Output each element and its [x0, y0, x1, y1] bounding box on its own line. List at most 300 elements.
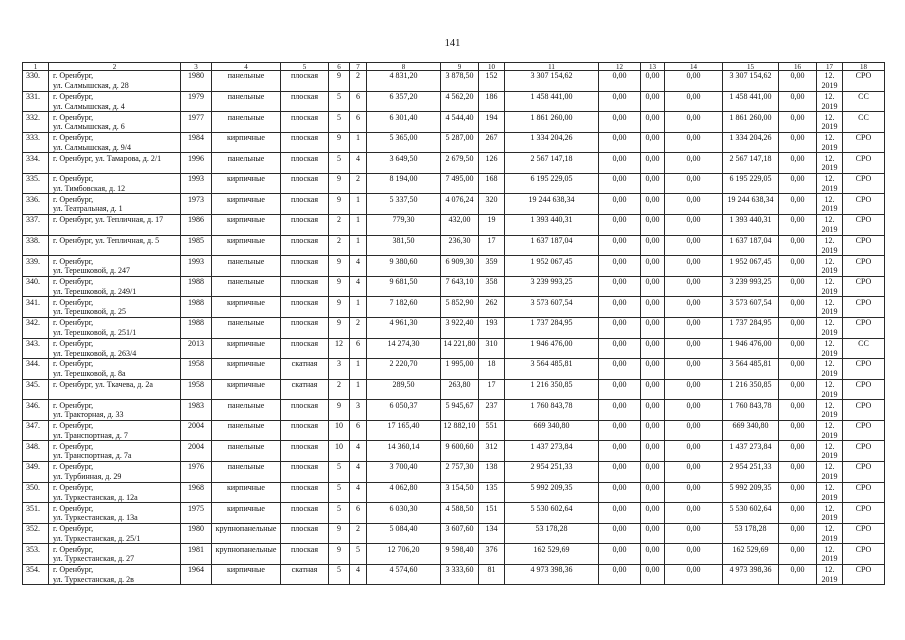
table-cell: 0,00 — [599, 359, 641, 380]
table-cell: 381,50 — [367, 235, 441, 256]
table-cell: 9 — [329, 194, 350, 215]
table-cell: 0,00 — [641, 112, 665, 133]
table-cell: плоская — [281, 420, 329, 441]
column-header: 9 — [441, 63, 479, 71]
table-cell: 9 681,50 — [367, 276, 441, 297]
table-cell: 0,00 — [779, 400, 817, 421]
table-cell: 9 — [329, 256, 350, 277]
table-cell: 0,00 — [665, 441, 723, 462]
column-header: 12 — [599, 63, 641, 71]
table-cell: г. Оренбург, ул. Тепличная, д. 17 — [49, 215, 181, 236]
table-cell: 3 307 154,62 — [505, 71, 599, 92]
table-cell: 0,00 — [599, 112, 641, 133]
table-cell: 1 995,00 — [441, 359, 479, 380]
table-cell: 2004 — [181, 441, 212, 462]
table-cell: 0,00 — [641, 91, 665, 112]
table-cell: панельные — [212, 461, 281, 482]
table-cell: 193 — [479, 317, 505, 338]
table-cell: 349. — [23, 461, 49, 482]
table-cell: 0,00 — [599, 194, 641, 215]
table-cell: 0,00 — [641, 441, 665, 462]
table-cell: 5 852,90 — [441, 297, 479, 318]
table-cell: 0,00 — [599, 153, 641, 174]
table-cell: 376 — [479, 544, 505, 565]
table-cell: 0,00 — [599, 400, 641, 421]
table-cell: СРО — [843, 276, 885, 297]
table-cell: плоская — [281, 441, 329, 462]
table-cell: 330. — [23, 71, 49, 92]
table-cell: 0,00 — [641, 359, 665, 380]
table-row — [23, 379, 885, 400]
table-cell: СРО — [843, 71, 885, 92]
table-cell: г. Оренбург, ул. Тимбовская, д. 12 — [49, 173, 181, 194]
table-cell: 12. 2019 — [817, 482, 843, 503]
table-cell: 14 221,80 — [441, 338, 479, 359]
table-cell: 262 — [479, 297, 505, 318]
table-cell: плоская — [281, 112, 329, 133]
table-head — [23, 63, 885, 71]
table-cell: 1975 — [181, 503, 212, 524]
table-row — [23, 420, 885, 441]
table-cell: 1 — [350, 215, 367, 236]
table-row — [23, 132, 885, 153]
table-cell: 12. 2019 — [817, 461, 843, 482]
table-cell: СРО — [843, 523, 885, 544]
table-cell: 0,00 — [599, 173, 641, 194]
table-cell: плоская — [281, 544, 329, 565]
table-cell: 0,00 — [641, 256, 665, 277]
table-cell: 0,00 — [665, 132, 723, 153]
table-cell: 236,30 — [441, 235, 479, 256]
table-cell: плоская — [281, 71, 329, 92]
table-cell: 12. 2019 — [817, 91, 843, 112]
table-cell: 0,00 — [779, 132, 817, 153]
table-row — [23, 482, 885, 503]
column-header: 8 — [367, 63, 441, 71]
table-cell: СРО — [843, 359, 885, 380]
table-cell: г. Оренбург, ул. Турбинная, д. 29 — [49, 461, 181, 482]
table-cell: кирпичные — [212, 297, 281, 318]
table-cell: 0,00 — [779, 461, 817, 482]
table-cell: 4 — [350, 564, 367, 585]
table-cell: г. Оренбург, ул. Салмышская, д. 28 — [49, 71, 181, 92]
column-header: 4 — [212, 63, 281, 71]
table-row — [23, 544, 885, 565]
table-cell: 0,00 — [779, 544, 817, 565]
table-cell: 5 530 602,64 — [723, 503, 779, 524]
table-cell: 0,00 — [665, 276, 723, 297]
table-cell: г. Оренбург, ул. Туркестанская, д. 27 — [49, 544, 181, 565]
table-cell: 263,80 — [441, 379, 479, 400]
table-cell: СРО — [843, 173, 885, 194]
table-cell: 0,00 — [641, 461, 665, 482]
table-cell: 12. 2019 — [817, 112, 843, 133]
table-cell: 0,00 — [665, 420, 723, 441]
table-cell: 1981 — [181, 544, 212, 565]
table-cell: 0,00 — [599, 379, 641, 400]
table-cell: плоская — [281, 132, 329, 153]
table-cell: 0,00 — [599, 317, 641, 338]
table-cell: 0,00 — [641, 194, 665, 215]
table-cell: 1958 — [181, 379, 212, 400]
table-cell: 1 — [350, 297, 367, 318]
table-cell: г. Оренбург, ул. Транспортная, д. 7 — [49, 420, 181, 441]
table-cell: 0,00 — [665, 112, 723, 133]
table-cell: плоская — [281, 91, 329, 112]
table-cell: плоская — [281, 153, 329, 174]
table-cell: 0,00 — [779, 564, 817, 585]
table-cell: 331. — [23, 91, 49, 112]
table-cell: 9 — [329, 71, 350, 92]
table-cell: 340. — [23, 276, 49, 297]
table-row — [23, 153, 885, 174]
table-cell: 6 — [350, 112, 367, 133]
table-row — [23, 503, 885, 524]
table-cell: 0,00 — [641, 132, 665, 153]
table-cell: 19 244 638,34 — [505, 194, 599, 215]
table-cell: 12. 2019 — [817, 132, 843, 153]
table-cell: 341. — [23, 297, 49, 318]
table-cell: панельные — [212, 317, 281, 338]
table-cell: 339. — [23, 256, 49, 277]
table-row — [23, 297, 885, 318]
table-cell: 0,00 — [779, 359, 817, 380]
table-cell: кирпичные — [212, 564, 281, 585]
table-row — [23, 91, 885, 112]
table-cell: кирпичные — [212, 132, 281, 153]
table-cell: 9 — [329, 173, 350, 194]
table-cell: 12 882,10 — [441, 420, 479, 441]
table-cell: 344. — [23, 359, 49, 380]
column-header: 7 — [350, 63, 367, 71]
table-row — [23, 400, 885, 421]
column-header: 5 — [281, 63, 329, 71]
table-cell: 2 679,50 — [441, 153, 479, 174]
table-cell: 5 084,40 — [367, 523, 441, 544]
table-cell: 14 274,30 — [367, 338, 441, 359]
table-cell: г. Оренбург, ул. Терешковой, д. 8а — [49, 359, 181, 380]
table-cell: г. Оренбург, ул. Терешковой, д. 25 — [49, 297, 181, 318]
table-cell: 1985 — [181, 235, 212, 256]
table-cell: скатная — [281, 379, 329, 400]
table-cell: г. Оренбург, ул. Салмышская, д. 4 — [49, 91, 181, 112]
table-cell: плоская — [281, 215, 329, 236]
table-cell: 2 — [350, 317, 367, 338]
table-cell: 1 458 441,00 — [505, 91, 599, 112]
table-cell: 347. — [23, 420, 49, 441]
table-cell: 9 — [329, 400, 350, 421]
table-cell: 4 — [350, 441, 367, 462]
table-cell: 6 357,20 — [367, 91, 441, 112]
table-cell: 0,00 — [779, 91, 817, 112]
table-cell: 343. — [23, 338, 49, 359]
table-cell: 3 700,40 — [367, 461, 441, 482]
table-cell: 320 — [479, 194, 505, 215]
table-row — [23, 71, 885, 92]
table-cell: 332. — [23, 112, 49, 133]
table-cell: 1 — [350, 359, 367, 380]
table-cell: 12. 2019 — [817, 400, 843, 421]
table-cell: 0,00 — [641, 317, 665, 338]
table-cell: 0,00 — [779, 482, 817, 503]
table-cell: 1958 — [181, 359, 212, 380]
table-cell: 6 301,40 — [367, 112, 441, 133]
table-cell: 1 952 067,45 — [505, 256, 599, 277]
table-cell: 1993 — [181, 173, 212, 194]
table-cell: 12. 2019 — [817, 173, 843, 194]
table-cell: 2 954 251,33 — [723, 461, 779, 482]
table-cell: 5 992 209,35 — [505, 482, 599, 503]
table-cell: СРО — [843, 400, 885, 421]
column-header: 2 — [49, 63, 181, 71]
table-cell: 0,00 — [665, 400, 723, 421]
table-cell: 12. 2019 — [817, 317, 843, 338]
table-row — [23, 564, 885, 585]
table-cell: 1 946 476,00 — [723, 338, 779, 359]
table-cell: г. Оренбург, ул. Театральная, д. 1 — [49, 194, 181, 215]
table-cell: 342. — [23, 317, 49, 338]
table-cell: панельные — [212, 400, 281, 421]
table-cell: СРО — [843, 544, 885, 565]
table-cell: 5 — [329, 461, 350, 482]
table-cell: 18 — [479, 359, 505, 380]
table-cell: 12. 2019 — [817, 71, 843, 92]
table-cell: кирпичные — [212, 215, 281, 236]
column-header: 18 — [843, 63, 885, 71]
table-cell: 12. 2019 — [817, 276, 843, 297]
table-cell: 346. — [23, 400, 49, 421]
table-cell: 0,00 — [641, 235, 665, 256]
table-cell: 1 760 843,78 — [723, 400, 779, 421]
table-cell: г. Оренбург, ул. Терешковой, д. 249/1 — [49, 276, 181, 297]
table-cell: кирпичные — [212, 173, 281, 194]
table-cell: 12. 2019 — [817, 544, 843, 565]
table-cell: 0,00 — [641, 503, 665, 524]
table-cell: кирпичные — [212, 338, 281, 359]
table-cell: 312 — [479, 441, 505, 462]
table-cell: СРО — [843, 215, 885, 236]
table-cell: 2 — [329, 235, 350, 256]
table-cell: 1976 — [181, 461, 212, 482]
table-cell: кирпичные — [212, 482, 281, 503]
table-cell: 1983 — [181, 400, 212, 421]
table-cell: 1 861 260,00 — [505, 112, 599, 133]
table-cell: 0,00 — [599, 503, 641, 524]
table-row — [23, 215, 885, 236]
table-cell: 1964 — [181, 564, 212, 585]
table-cell: 3 878,50 — [441, 71, 479, 92]
table-cell: 5 287,00 — [441, 132, 479, 153]
table-cell: 1979 — [181, 91, 212, 112]
table-cell: 0,00 — [599, 420, 641, 441]
table-cell: 354. — [23, 564, 49, 585]
table-cell: 7 643,10 — [441, 276, 479, 297]
table-cell: 0,00 — [779, 194, 817, 215]
table-cell: г. Оренбург, ул. Туркестанская, д. 25/1 — [49, 523, 181, 544]
table-cell: 0,00 — [599, 132, 641, 153]
table-cell: 0,00 — [779, 297, 817, 318]
table-cell: 9 380,60 — [367, 256, 441, 277]
table-cell: плоская — [281, 461, 329, 482]
table-cell: 134 — [479, 523, 505, 544]
table-cell: г. Оренбург, ул. Ткачева, д. 2а — [49, 379, 181, 400]
table-cell: 1 334 204,26 — [723, 132, 779, 153]
table-cell: СРО — [843, 297, 885, 318]
table-cell: 1 — [350, 379, 367, 400]
table-cell: 289,50 — [367, 379, 441, 400]
table-cell: СРО — [843, 235, 885, 256]
table-cell: 1984 — [181, 132, 212, 153]
table-cell: 4 574,60 — [367, 564, 441, 585]
table-cell: 0,00 — [665, 564, 723, 585]
table-cell: плоская — [281, 256, 329, 277]
table-cell: СРО — [843, 256, 885, 277]
table-cell: 0,00 — [641, 482, 665, 503]
table-cell: кирпичные — [212, 359, 281, 380]
table-cell: 8 194,00 — [367, 173, 441, 194]
table-cell: 336. — [23, 194, 49, 215]
table-cell: 12. 2019 — [817, 194, 843, 215]
table-cell: 0,00 — [779, 235, 817, 256]
table-cell: плоская — [281, 173, 329, 194]
table-cell: 0,00 — [665, 173, 723, 194]
table-cell: 310 — [479, 338, 505, 359]
table-cell: 12. 2019 — [817, 297, 843, 318]
table-cell: 0,00 — [641, 71, 665, 92]
table-cell: СРО — [843, 317, 885, 338]
table-cell: 2 — [329, 379, 350, 400]
table-cell: 4 — [350, 153, 367, 174]
table-cell: 4 961,30 — [367, 317, 441, 338]
column-header: 11 — [505, 63, 599, 71]
table-cell: 353. — [23, 544, 49, 565]
table-cell: 0,00 — [665, 153, 723, 174]
table-cell: 9 — [329, 132, 350, 153]
table-cell: кирпичные — [212, 503, 281, 524]
table-cell: 3 607,60 — [441, 523, 479, 544]
table-cell: 0,00 — [599, 256, 641, 277]
table-cell: 5 — [329, 564, 350, 585]
table-cell: 4 973 398,36 — [723, 564, 779, 585]
table-cell: 6 — [350, 503, 367, 524]
table-cell: 0,00 — [599, 215, 641, 236]
table-cell: 194 — [479, 112, 505, 133]
table-cell: 2 — [329, 215, 350, 236]
table-cell: 237 — [479, 400, 505, 421]
table-cell: 12. 2019 — [817, 420, 843, 441]
table-cell: крупнопанельные — [212, 523, 281, 544]
table-cell: 0,00 — [599, 461, 641, 482]
table-cell: СРО — [843, 461, 885, 482]
table-cell: 1977 — [181, 112, 212, 133]
table-row — [23, 173, 885, 194]
table-cell: 0,00 — [641, 297, 665, 318]
table-cell: 5 — [350, 544, 367, 565]
column-header: 6 — [329, 63, 350, 71]
table-cell: 3 573 607,54 — [723, 297, 779, 318]
table-cell: 267 — [479, 132, 505, 153]
table-cell: 0,00 — [599, 544, 641, 565]
table-cell: 1988 — [181, 297, 212, 318]
table-cell: 12. 2019 — [817, 359, 843, 380]
table-cell: 0,00 — [665, 256, 723, 277]
table-cell: панельные — [212, 420, 281, 441]
table-cell: 334. — [23, 153, 49, 174]
table-cell: 0,00 — [779, 256, 817, 277]
table-cell: 3 649,50 — [367, 153, 441, 174]
table-cell: 1988 — [181, 317, 212, 338]
table-cell: 352. — [23, 523, 49, 544]
table-cell: 1986 — [181, 215, 212, 236]
table-cell: г. Оренбург, ул. Транспортная, д. 7а — [49, 441, 181, 462]
table-cell: СРО — [843, 441, 885, 462]
table-cell: 1 216 350,85 — [723, 379, 779, 400]
table-cell: г. Оренбург, ул. Терешковой, д. 251/1 — [49, 317, 181, 338]
table-cell: 17 — [479, 235, 505, 256]
table-cell: 3 154,50 — [441, 482, 479, 503]
table-cell: 2 954 251,33 — [505, 461, 599, 482]
table-cell: СРО — [843, 379, 885, 400]
table-cell: СРО — [843, 132, 885, 153]
table-cell: 4 — [350, 276, 367, 297]
table-cell: 5 — [329, 112, 350, 133]
table-cell: плоская — [281, 523, 329, 544]
table-cell: 5 — [329, 503, 350, 524]
table-cell: 0,00 — [641, 173, 665, 194]
table-cell: 3 307 154,62 — [723, 71, 779, 92]
table-cell: 3 564 485,81 — [505, 359, 599, 380]
table-cell: 0,00 — [641, 276, 665, 297]
table-cell: 1 637 187,04 — [505, 235, 599, 256]
table-cell: кирпичные — [212, 379, 281, 400]
table-cell: 12. 2019 — [817, 564, 843, 585]
table-cell: СРО — [843, 194, 885, 215]
table-cell: 138 — [479, 461, 505, 482]
table-cell: 6 909,30 — [441, 256, 479, 277]
table-cell: 1 216 350,85 — [505, 379, 599, 400]
table-cell: 5 — [329, 91, 350, 112]
table-cell: плоская — [281, 276, 329, 297]
table-cell: плоская — [281, 503, 329, 524]
page-number: 141 — [444, 38, 461, 49]
table-cell: 1 — [350, 132, 367, 153]
table-row — [23, 461, 885, 482]
table-row — [23, 112, 885, 133]
table-cell: 0,00 — [779, 153, 817, 174]
table-cell: 358 — [479, 276, 505, 297]
table-cell: 0,00 — [599, 564, 641, 585]
table-cell: 1 437 273,84 — [723, 441, 779, 462]
table-cell: 0,00 — [665, 91, 723, 112]
table-cell: 3 239 993,25 — [723, 276, 779, 297]
table-cell: 12. 2019 — [817, 441, 843, 462]
table-cell: 12 — [329, 338, 350, 359]
table-cell: 0,00 — [641, 523, 665, 544]
table-cell: 2004 — [181, 420, 212, 441]
table-cell: 1 437 273,84 — [505, 441, 599, 462]
table-cell: 4 831,20 — [367, 71, 441, 92]
table-cell: 5 945,67 — [441, 400, 479, 421]
table-cell: 1 952 067,45 — [723, 256, 779, 277]
table-cell: 3 — [329, 359, 350, 380]
table-cell: 9 600,60 — [441, 441, 479, 462]
table-cell: 1 737 284,95 — [505, 317, 599, 338]
column-header: 1 — [23, 63, 49, 71]
table-cell: 6 030,30 — [367, 503, 441, 524]
table-cell: СРО — [843, 503, 885, 524]
table-cell: 1 393 440,31 — [505, 215, 599, 236]
table-cell: 0,00 — [779, 523, 817, 544]
